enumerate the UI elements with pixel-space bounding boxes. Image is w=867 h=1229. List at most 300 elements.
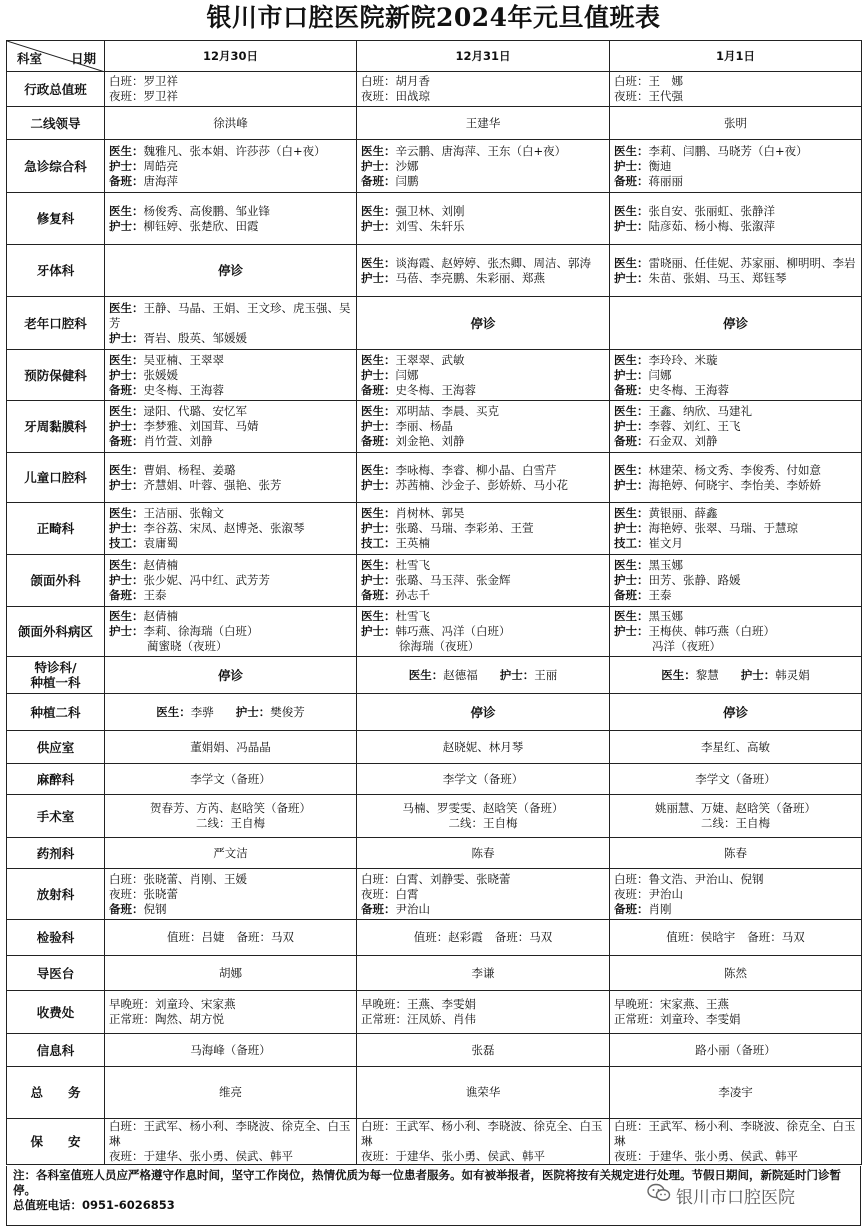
staff-line bbox=[614, 463, 857, 478]
staff-names: 董娟娟、冯晶晶 bbox=[190, 739, 271, 754]
role-label: 备班： bbox=[614, 173, 649, 188]
role-label: 医生： bbox=[614, 203, 649, 218]
role-label: 备班： bbox=[361, 173, 396, 188]
staff-cell bbox=[357, 764, 610, 795]
dept-cell bbox=[7, 607, 105, 657]
role-label: 早晚班： bbox=[614, 997, 660, 1011]
staff-names: 白霄、刘静雯、张晓蕾 bbox=[395, 871, 511, 886]
staff-names: 韩巧燕、冯洋（白班） bbox=[395, 624, 511, 638]
staff-names: 姚丽慧、万婕、赵晗笑（备班） bbox=[655, 801, 816, 815]
staff-names: 李莉、徐海瑞（白班） bbox=[143, 624, 259, 638]
role-label: 备班： bbox=[494, 930, 530, 944]
role-label: 医生： bbox=[408, 667, 444, 682]
role-label: 护士： bbox=[614, 521, 649, 535]
closed-cell bbox=[610, 297, 862, 350]
staff-cell bbox=[357, 401, 610, 453]
staff-cell bbox=[610, 140, 862, 193]
table-row bbox=[7, 503, 862, 555]
staff-names: 贺春芳、方芮、赵晗笑（备班） bbox=[150, 801, 311, 815]
table-row bbox=[7, 795, 862, 838]
table-row bbox=[7, 956, 862, 991]
staff-names: 陈春 bbox=[724, 845, 747, 860]
role-label: 护士： bbox=[499, 667, 535, 682]
staff-cell bbox=[610, 107, 862, 140]
staff-line bbox=[614, 872, 857, 887]
role-label: 医生： bbox=[614, 609, 649, 623]
header-day-2: 12月31日 bbox=[357, 41, 610, 72]
staff-cell bbox=[610, 869, 862, 920]
staff-pair-cell bbox=[610, 920, 862, 956]
role-label: 医生： bbox=[361, 352, 396, 367]
closed-label: 停诊 bbox=[722, 704, 748, 720]
role-label: 夜班： bbox=[361, 1149, 396, 1163]
dept-name: 信息科 bbox=[36, 1042, 75, 1058]
staff-names: 尹治山 bbox=[648, 886, 683, 901]
staff-names: 张少妮、冯中红、武芳芳 bbox=[143, 573, 270, 587]
staff-names: 闫娜 bbox=[395, 367, 419, 382]
staff-line bbox=[614, 159, 857, 174]
role-label: 备班： bbox=[236, 930, 271, 944]
staff-line bbox=[614, 368, 857, 383]
staff-names: 马双 bbox=[781, 930, 805, 944]
staff-line bbox=[361, 801, 605, 816]
staff-line bbox=[109, 902, 352, 917]
table-row bbox=[7, 694, 862, 731]
staff-line bbox=[109, 801, 352, 816]
staff-line bbox=[109, 573, 352, 588]
staff-line bbox=[361, 1149, 605, 1164]
role-label: 医生： bbox=[109, 203, 144, 218]
staff-line bbox=[109, 301, 352, 331]
dept-cell bbox=[7, 555, 105, 607]
role-label: 备班： bbox=[614, 901, 649, 916]
staff-line bbox=[614, 521, 857, 536]
dept-cell bbox=[7, 838, 105, 869]
staff-line bbox=[109, 887, 352, 902]
staff-line bbox=[361, 404, 605, 419]
table-row bbox=[7, 1067, 862, 1119]
staff-names: 吕婕 bbox=[201, 930, 225, 944]
dept-cell bbox=[7, 1067, 105, 1119]
staff-names: 海艳婷、张翠、马瑞、于慧琼 bbox=[648, 521, 798, 535]
staff-line bbox=[361, 816, 605, 831]
staff-line bbox=[361, 219, 605, 234]
staff-line bbox=[109, 1149, 352, 1164]
role-label: 夜班： bbox=[361, 886, 396, 901]
footer-note-text: 注：各科室值班人员应严格遵守作息时间，坚守工作岗位，热情优质为每一位患者服务。如有被举报者，医院将按有关规定进行处理。节假日期间，新院延时门诊暂停。 bbox=[13, 1168, 841, 1197]
staff-cell bbox=[357, 1067, 610, 1119]
staff-names: 马蓓、李亮鹏、朱彩丽、郑燕 bbox=[395, 270, 545, 285]
staff-names: 李学文（备班） bbox=[442, 771, 524, 786]
staff-line bbox=[361, 558, 605, 573]
role-label: 护士： bbox=[361, 270, 396, 285]
staff-line bbox=[109, 368, 352, 383]
staff-line bbox=[614, 74, 857, 89]
role-label: 白班： bbox=[109, 74, 144, 88]
table-row bbox=[7, 920, 862, 956]
staff-line bbox=[614, 353, 857, 368]
dept-cell bbox=[7, 72, 105, 107]
dept-name: 颌面外科 bbox=[30, 573, 81, 588]
staff-line bbox=[614, 506, 857, 521]
staff-names: 崔文月 bbox=[648, 536, 683, 550]
table-row bbox=[7, 245, 862, 297]
staff-names: 王 娜 bbox=[648, 74, 683, 88]
staff-names: 袁庸蜀 bbox=[143, 536, 178, 550]
closed-cell bbox=[357, 694, 610, 731]
dept-name: 种植一科 bbox=[30, 675, 81, 690]
staff-names: 于建华、张小勇、侯武、韩平 bbox=[143, 1149, 293, 1163]
staff-cell bbox=[610, 956, 862, 991]
staff-names: 朱苗、张娟、马玉、郑钰琴 bbox=[648, 270, 787, 285]
staff-names: 石金双、刘静 bbox=[648, 434, 718, 448]
staff-cell bbox=[610, 193, 862, 245]
staff-line bbox=[109, 89, 352, 104]
role-label: 护士： bbox=[740, 667, 776, 682]
role-label: 夜班： bbox=[109, 1149, 144, 1163]
staff-cell bbox=[105, 764, 357, 795]
table-row bbox=[7, 764, 862, 795]
role-label: 护士： bbox=[109, 330, 144, 345]
staff-cell bbox=[105, 401, 357, 453]
table-row bbox=[7, 297, 862, 350]
staff-line bbox=[109, 624, 352, 639]
staff-names: 李谷荔、宋凤、赵博尧、张溆琴 bbox=[143, 521, 305, 535]
staff-names: 苏茜楠、沙金子、彭娇娇、马小花 bbox=[395, 477, 568, 492]
dept-name: 颌面外科病区 bbox=[17, 624, 93, 639]
staff-names: 陈春 bbox=[471, 845, 495, 860]
closed-label: 停诊 bbox=[470, 315, 496, 331]
staff-names: 史冬梅、王海蓉 bbox=[648, 382, 729, 397]
role-label: 护士： bbox=[614, 573, 649, 587]
staff-cell bbox=[610, 795, 862, 838]
role-label: 医生： bbox=[109, 404, 144, 418]
staff-names: 田芳、张静、路媛 bbox=[648, 573, 741, 587]
watermark-text: 银川市口腔医院 bbox=[676, 1188, 795, 1208]
staff-names: 路小丽（备班） bbox=[695, 1042, 776, 1057]
staff-names: 赵晓妮、林月琴 bbox=[442, 739, 524, 754]
staff-names: 王自梅 bbox=[483, 816, 518, 830]
staff-names: 林建荣、杨文秀、李俊秀、付如意 bbox=[648, 462, 821, 477]
staff-cell bbox=[357, 453, 610, 503]
staff-pair-cell bbox=[105, 694, 357, 731]
dept-name: 正畸科 bbox=[36, 521, 75, 536]
staff-cell bbox=[105, 731, 357, 764]
staff-line bbox=[361, 174, 605, 189]
role-label: 白班： bbox=[361, 871, 396, 886]
role-label: 医生： bbox=[156, 704, 191, 719]
role-label: 早晚班： bbox=[361, 997, 407, 1011]
staff-line bbox=[614, 434, 857, 449]
staff-names: 徐洪峰 bbox=[213, 115, 248, 130]
staff-cell bbox=[357, 140, 610, 193]
staff-cell bbox=[357, 1119, 610, 1165]
staff-cell bbox=[105, 107, 357, 140]
staff-cell bbox=[610, 555, 862, 607]
staff-line bbox=[361, 997, 605, 1012]
staff-line bbox=[109, 816, 352, 831]
staff-cell bbox=[357, 350, 610, 401]
staff-line bbox=[614, 887, 857, 902]
role-label: 护士： bbox=[614, 419, 649, 433]
staff-cell bbox=[610, 838, 862, 869]
header-row bbox=[7, 41, 862, 72]
staff-cell bbox=[357, 555, 610, 607]
staff-cell bbox=[610, 1119, 862, 1165]
role-label: 护士： bbox=[109, 367, 144, 382]
staff-names: 王英楠 bbox=[395, 536, 430, 550]
role-label: 备班： bbox=[361, 434, 396, 448]
staff-cell bbox=[105, 956, 357, 991]
staff-cell bbox=[105, 72, 357, 107]
staff-names: 史冬梅、王海蓉 bbox=[395, 382, 476, 397]
role-label: 医生： bbox=[361, 462, 396, 477]
role-label: 备班： bbox=[109, 382, 144, 397]
dept-name: 收费处 bbox=[36, 1004, 75, 1020]
staff-line bbox=[614, 478, 857, 493]
staff-line bbox=[614, 89, 857, 104]
table-row bbox=[7, 869, 862, 920]
staff-cell bbox=[105, 503, 357, 555]
staff-line bbox=[361, 256, 605, 271]
staff-names: 胡娜 bbox=[219, 965, 242, 980]
role-label: 医生： bbox=[109, 506, 144, 520]
role-label: 夜班： bbox=[109, 886, 144, 901]
staff-line bbox=[614, 1119, 857, 1149]
staff-names: 徐海瑞（夜班） bbox=[399, 639, 480, 653]
staff-line bbox=[614, 536, 857, 551]
role-label: 备班： bbox=[614, 434, 649, 448]
header-date-label: 日期 bbox=[70, 51, 96, 66]
role-label: 医生： bbox=[614, 506, 649, 520]
staff-line bbox=[109, 463, 352, 478]
role-label: 护士： bbox=[109, 624, 144, 638]
dept-cell bbox=[7, 991, 105, 1034]
staff-line bbox=[361, 506, 605, 521]
staff-cell bbox=[105, 1119, 357, 1165]
role-label: 二线： bbox=[196, 816, 231, 830]
dept-name: 手术室 bbox=[36, 808, 75, 824]
role-label: 夜班： bbox=[361, 89, 396, 103]
staff-line bbox=[109, 558, 352, 573]
staff-names: 张自安、张丽虹、张静洋 bbox=[648, 203, 775, 218]
staff-names: 辛云鹏、唐海萍、王东（白+夜） bbox=[395, 143, 567, 158]
staff-line bbox=[109, 506, 352, 521]
role-label: 护士： bbox=[361, 218, 396, 233]
staff-line bbox=[361, 521, 605, 536]
closed-cell bbox=[105, 245, 357, 297]
staff-names: 王燕、李雯娟 bbox=[407, 997, 476, 1011]
dept-cell bbox=[7, 503, 105, 555]
dept-cell bbox=[7, 1119, 105, 1165]
role-label: 护士： bbox=[614, 624, 649, 638]
staff-pair-cell bbox=[105, 920, 357, 956]
table-row bbox=[7, 555, 862, 607]
staff-names: 张媛媛 bbox=[143, 367, 178, 382]
staff-line bbox=[361, 74, 605, 89]
staff-cell bbox=[105, 140, 357, 193]
role-label: 二线： bbox=[701, 816, 736, 830]
staff-names: 白霄 bbox=[395, 886, 419, 901]
dept-cell bbox=[7, 694, 105, 731]
staff-cell bbox=[105, 607, 357, 657]
staff-line bbox=[361, 872, 605, 887]
dept-cell bbox=[7, 401, 105, 453]
staff-line bbox=[361, 609, 605, 624]
role-label: 护士： bbox=[614, 158, 649, 173]
staff-pair-cell bbox=[357, 657, 610, 694]
dept-cell bbox=[7, 107, 105, 140]
staff-cell bbox=[357, 795, 610, 838]
role-label: 白班： bbox=[109, 1119, 144, 1133]
staff-names: 王翠翠、武敏 bbox=[395, 352, 465, 367]
staff-cell bbox=[105, 1034, 357, 1067]
staff-names: 谯荣华 bbox=[465, 1085, 501, 1099]
staff-cell bbox=[357, 72, 610, 107]
role-label: 夜班： bbox=[614, 886, 649, 901]
staff-line bbox=[109, 997, 352, 1012]
staff-names: 罗卫祥 bbox=[143, 74, 178, 88]
staff-names: 马海峰（备班） bbox=[190, 1042, 271, 1057]
staff-line bbox=[109, 1012, 352, 1027]
dept-name: 麻醉科 bbox=[36, 771, 75, 787]
role-label: 备班： bbox=[109, 434, 144, 448]
staff-names: 雷晓丽、任佳妮、苏家丽、柳明明、李岩 bbox=[648, 255, 856, 270]
staff-names: 陆彦茹、杨小梅、张溆萍 bbox=[648, 218, 775, 233]
duty-schedule-table bbox=[6, 40, 862, 1165]
role-label: 护士： bbox=[361, 419, 396, 433]
dept-name: 导医台 bbox=[36, 965, 75, 981]
staff-names: 刘雪、朱轩乐 bbox=[395, 218, 465, 233]
staff-names: 李梦雅、刘国茸、马婧 bbox=[143, 419, 259, 433]
role-label: 医生： bbox=[361, 506, 396, 520]
dept-name: 老年口腔科 bbox=[24, 315, 87, 331]
staff-line bbox=[614, 219, 857, 234]
staff-line bbox=[361, 536, 605, 551]
staff-cell bbox=[357, 193, 610, 245]
staff-names: 王鑫、纳欣、马建礼 bbox=[648, 404, 752, 418]
staff-names: 赵倩楠 bbox=[143, 609, 178, 623]
role-label: 医生： bbox=[361, 203, 396, 218]
staff-names: 黑玉娜 bbox=[648, 609, 683, 623]
role-label: 医生： bbox=[109, 558, 144, 572]
role-label: 值班： bbox=[413, 930, 449, 944]
dept-cell bbox=[7, 764, 105, 795]
staff-cell bbox=[610, 607, 862, 657]
role-label: 夜班： bbox=[614, 89, 649, 103]
role-label: 护士： bbox=[614, 477, 649, 492]
staff-line bbox=[614, 902, 857, 917]
watermark bbox=[645, 1183, 797, 1208]
staff-names: 黑玉娜 bbox=[648, 558, 683, 572]
staff-names: 蒋丽丽 bbox=[648, 173, 683, 188]
dept-name: 牙周黏膜科 bbox=[24, 419, 87, 434]
staff-line bbox=[361, 144, 605, 159]
role-label: 值班： bbox=[666, 930, 701, 944]
staff-names: 王自梅 bbox=[735, 816, 770, 830]
staff-line bbox=[109, 609, 352, 624]
staff-line bbox=[614, 639, 857, 654]
role-label: 护士： bbox=[614, 218, 649, 233]
staff-line bbox=[109, 159, 352, 174]
role-label: 备班： bbox=[109, 173, 144, 188]
staff-names: 杜雪飞 bbox=[395, 609, 430, 623]
staff-names: 唐海萍 bbox=[143, 173, 178, 188]
role-label: 夜班： bbox=[614, 1149, 649, 1163]
dept-name: 供应室 bbox=[36, 739, 75, 755]
staff-line bbox=[361, 1012, 605, 1027]
staff-names: 肖竹萱、刘静 bbox=[143, 434, 213, 448]
role-label: 技工： bbox=[361, 536, 396, 550]
staff-names: 逯阳、代璐、安忆军 bbox=[143, 404, 247, 418]
role-label: 护士： bbox=[361, 624, 396, 638]
staff-pair-cell bbox=[357, 920, 610, 956]
staff-names: 肖刚 bbox=[648, 901, 672, 916]
staff-names: 汪凤娇、肖伟 bbox=[407, 1012, 476, 1026]
role-label: 备班： bbox=[109, 901, 144, 916]
staff-cell bbox=[105, 795, 357, 838]
staff-line bbox=[109, 478, 352, 493]
staff-cell bbox=[105, 555, 357, 607]
dept-name: 保 安 bbox=[30, 1134, 81, 1149]
staff-names: 于建华、张小勇、侯武、韩平 bbox=[648, 1149, 798, 1163]
staff-names: 赵倩楠 bbox=[143, 558, 178, 572]
dept-name: 预防保健科 bbox=[24, 367, 87, 383]
staff-cell bbox=[105, 869, 357, 920]
staff-line bbox=[361, 159, 605, 174]
staff-names: 王武军、杨小利、李晓波、徐克全、白玉琳 bbox=[361, 1119, 603, 1148]
staff-names: 马双 bbox=[271, 930, 294, 944]
staff-line bbox=[614, 816, 857, 831]
staff-line bbox=[614, 1012, 857, 1027]
table-row bbox=[7, 1034, 862, 1067]
staff-cell bbox=[610, 503, 862, 555]
staff-names: 冯洋（夜班） bbox=[652, 639, 721, 653]
table-row bbox=[7, 401, 862, 453]
role-label: 技工： bbox=[614, 536, 649, 550]
staff-names: 邓明喆、李晨、买克 bbox=[395, 404, 499, 418]
staff-cell bbox=[105, 350, 357, 401]
role-label: 医生： bbox=[614, 558, 649, 572]
footer-phone-label: 总值班电话： bbox=[13, 1198, 82, 1212]
dept-name: 行政总值班 bbox=[24, 81, 87, 97]
staff-cell bbox=[105, 1067, 357, 1119]
staff-cell bbox=[357, 838, 610, 869]
staff-names: 尹治山 bbox=[395, 901, 430, 916]
role-label: 夜班： bbox=[109, 89, 144, 103]
closed-label: 停诊 bbox=[217, 263, 243, 278]
staff-cell bbox=[357, 991, 610, 1034]
staff-line bbox=[109, 331, 352, 346]
role-label: 白班： bbox=[109, 871, 144, 886]
staff-names: 胡月香 bbox=[395, 74, 430, 88]
staff-cell bbox=[105, 297, 357, 350]
staff-names: 胥岩、殷英、邹媛媛 bbox=[143, 330, 247, 345]
dept-cell bbox=[7, 453, 105, 503]
staff-pair-cell bbox=[610, 657, 862, 694]
header-dept-date-cell bbox=[7, 41, 105, 72]
staff-names: 田战琼 bbox=[395, 89, 430, 103]
staff-names: 杨俊秀、高俊鹏、邹业锋 bbox=[143, 203, 270, 218]
dept-cell bbox=[7, 350, 105, 401]
table-row bbox=[7, 350, 862, 401]
table-row bbox=[7, 140, 862, 193]
staff-names: 周皓亮 bbox=[143, 158, 178, 173]
role-label: 医生： bbox=[614, 462, 649, 477]
role-label: 护士： bbox=[361, 521, 396, 535]
role-label: 护士： bbox=[361, 158, 396, 173]
staff-names: 鲁文浩、尹治山、倪钢 bbox=[648, 871, 764, 886]
